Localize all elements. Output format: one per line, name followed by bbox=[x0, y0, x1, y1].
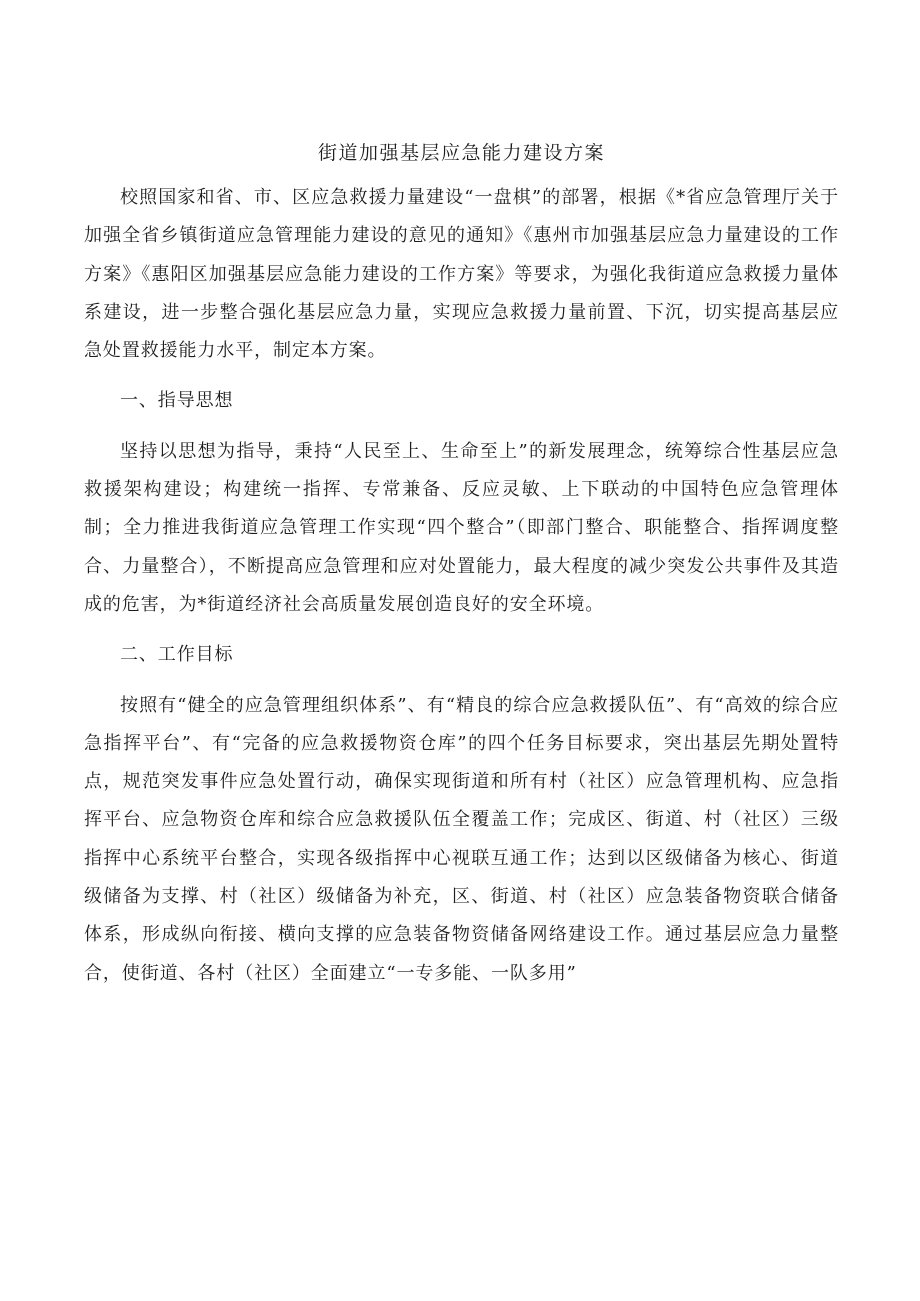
section-body-work-goals: 按照有“健全的应急管理组织体系”、有“精良的综合应急救援队伍”、有“高效的综合应急指挥平台”、有“完备的应急救援物资仓库”的四个任务目标要求，突出基层先期处置特点，规范突发事件应急处置行动，确保实现街道和所有村（社区）应急管理机构、应急指挥平台、应急物资仓库和综合应急救援队伍全覆盖工作；完成区、街道、村（社区）三级指挥中心系统平台整合，实现各级指挥中心视联互通工作；达到以区级储备为核心、街道级储备为支撑、村（社区）级储备为补充，区、街道、村（社区）应急装备物资联合储备体系，形成纵向衔接、横向支撑的应急装备物资储备网络建设工作。通过基层应急力量整合，使街道、各村（社区）全面建立“一专多能、一队多用” bbox=[84, 694, 839, 984]
intro-paragraph: 校照国家和省、市、区应急救援力量建设“一盘棋”的部署，根据《*省应急管理厅关于加强全省乡镇街道应急管理能力建设的意见的通知》《惠州市加强基层应急力量建设的工作方案》《惠阳区加强基层应急能力建设的工作方案》等要求，为强化我街道应急救援力量体系建设，进一步整合强化基层应急力量，实现应急救援力量前置、下沉，切实提高基层应急处置救援能力水平，制定本方案。 bbox=[84, 187, 839, 362]
section-body-guiding-thought: 坚持以思想为指导，秉持“人民至上、生命至上”的新发展理念，统筹综合性基层应急救援架构建设；构建统一指挥、专常兼备、反应灵敏、上下联动的中国特色应急管理体制；全力推进我街道应急管理工作实现“四个整合”（即部门整合、职能整合、指挥调度整合、力量整合），不断提高应急管理和应对处置能力，最大程度的减少突发公共事件及其造成的危害，为*街道经济社会高质量发展创造良好的安全环境。 bbox=[84, 440, 839, 615]
document-title: 街道加强基层应急能力建设方案 bbox=[317, 142, 605, 164]
section-heading-work-goals: 二、工作目标 bbox=[120, 644, 234, 666]
section-heading-guiding-thought: 一、指导思想 bbox=[120, 390, 234, 412]
document-page bbox=[84, 132, 839, 1005]
